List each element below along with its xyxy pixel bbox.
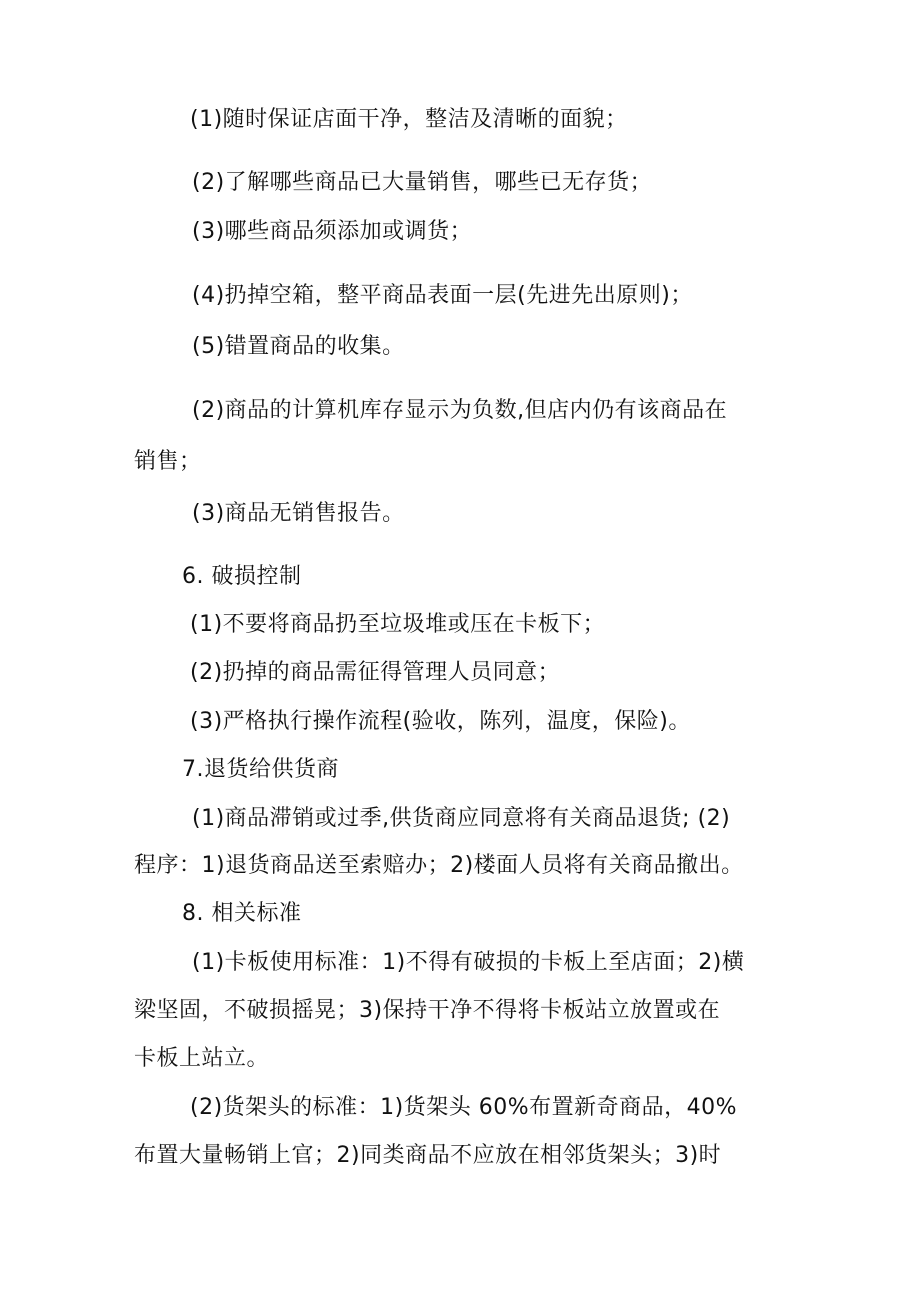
paragraph-line: 程序：1)退货商品送至索赔办；2)楼面人员将有关商品撤出。 — [134, 853, 744, 878]
paragraph-line: 梁坚固，不破损摇晃；3)保持干净不得将卡板站立放置或在 — [134, 998, 721, 1023]
section-heading: 8. 相关标准 — [182, 901, 302, 926]
paragraph-line: (1)卡板使用标准：1)不得有破损的卡板上至店面；2)横 — [192, 950, 745, 975]
paragraph-line: 布置大量畅销上官；2)同类商品不应放在相邻货架头；3)时 — [134, 1143, 722, 1168]
paragraph-line: (1)不要将商品扔至垃圾堆或压在卡板下； — [190, 612, 606, 637]
paragraph-line: (5)错置商品的收集。 — [192, 334, 405, 359]
paragraph-line: (3)严格执行操作流程(验收，陈列，温度，保险)。 — [190, 709, 691, 734]
paragraph-line: (2)扔掉的商品需征得管理人员同意； — [190, 660, 561, 685]
section-heading: 6. 破损控制 — [182, 564, 302, 589]
paragraph-line: (1)随时保证店面干净，整洁及清晰的面貌； — [190, 107, 628, 132]
section-heading: 7.退货给供货商 — [182, 757, 339, 782]
paragraph-line: 销售； — [134, 449, 202, 474]
paragraph-line: (3)哪些商品须添加或调货； — [192, 219, 473, 244]
paragraph-line: (2)商品的计算机库存显示为负数,但店内仍有该商品在 — [192, 398, 728, 423]
paragraph-line: (1)商品滞销或过季,供货商应同意将有关商品退货; (2) — [192, 806, 731, 831]
paragraph-line: (2)货架头的标准：1)货架头 60%布置新奇商品，40% — [190, 1095, 738, 1120]
paragraph-line: (4)扔掉空箱，整平商品表面一层(先进先出原则)； — [192, 283, 693, 308]
paragraph-line: 卡板上站立。 — [134, 1046, 270, 1071]
paragraph-line: (2)了解哪些商品已大量销售，哪些已无存货； — [192, 170, 653, 195]
paragraph-line: (3)商品无销售报告。 — [192, 501, 405, 526]
